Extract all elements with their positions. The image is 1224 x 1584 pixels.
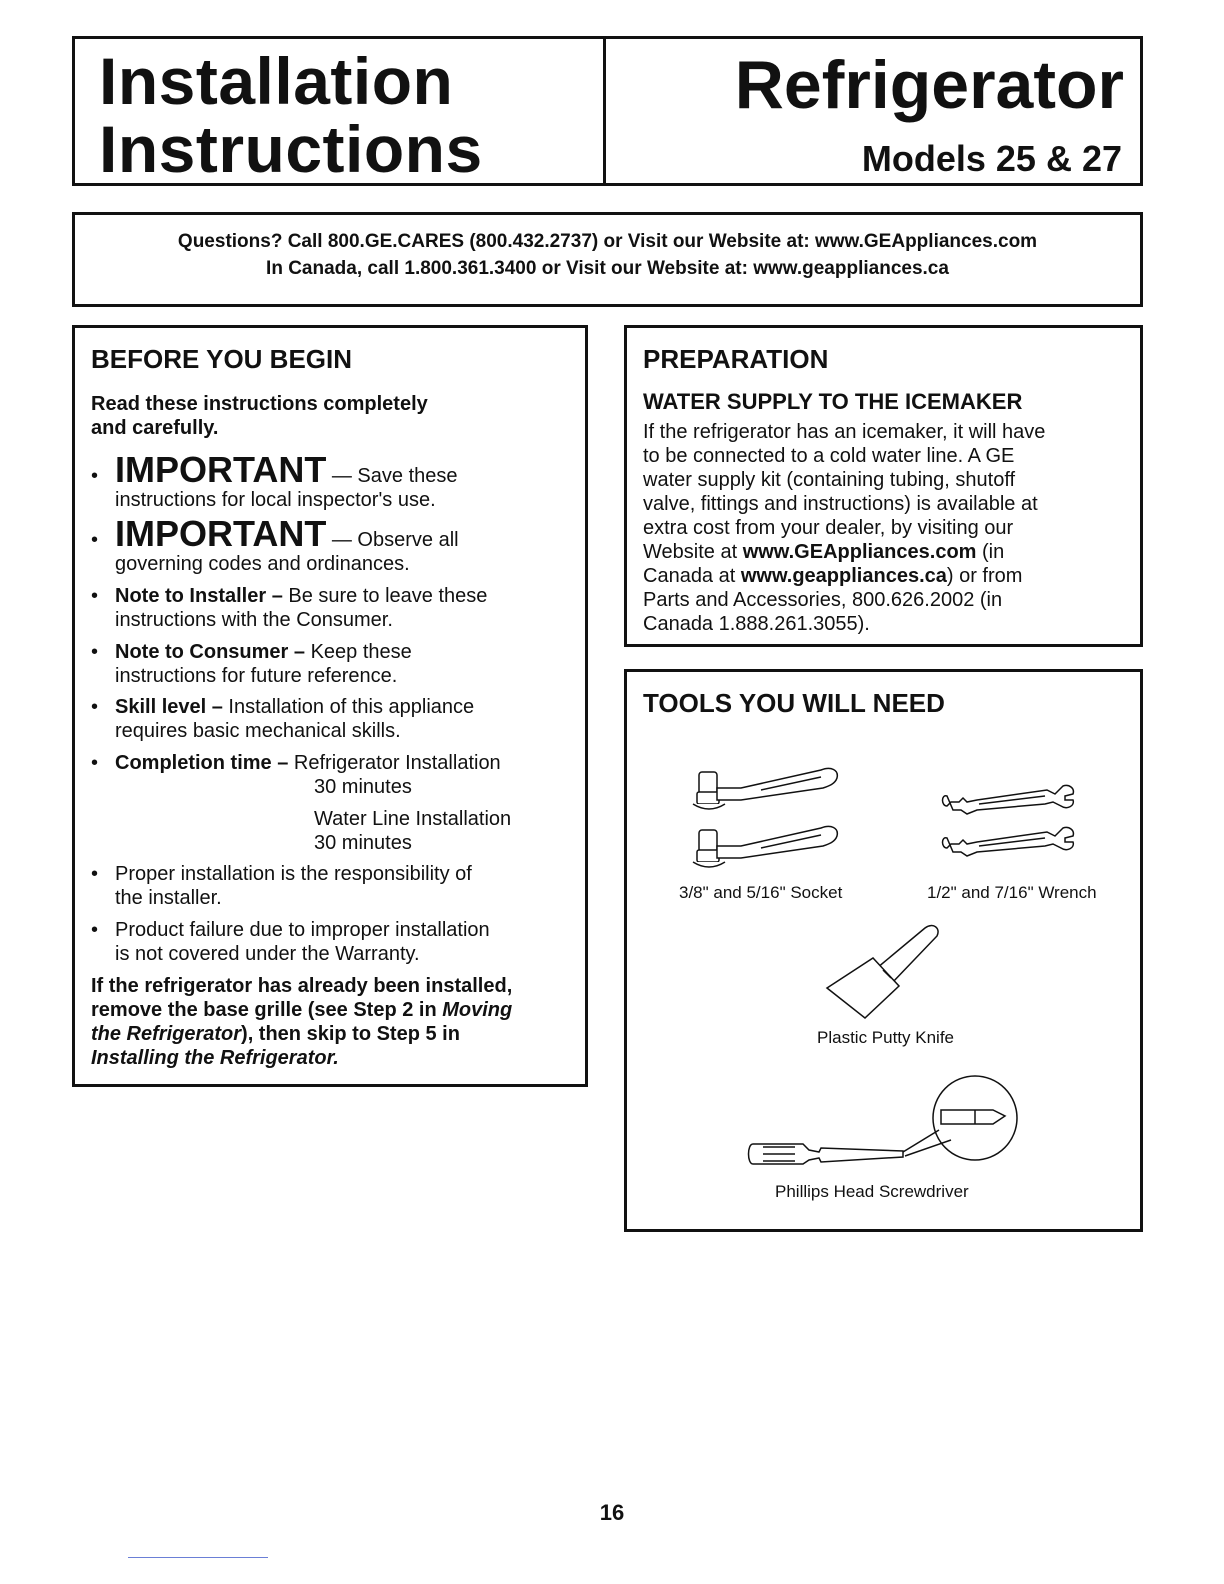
consumer-label: Note to Consumer – — [115, 641, 306, 663]
installer-line-2: instructions with the Consumer. — [115, 609, 393, 631]
wrench-caption: 1/2" and 7/16" Wrench — [927, 883, 1097, 902]
ge-website-link[interactable]: www.GEAppliances.com — [742, 541, 977, 563]
before-you-begin-section — [72, 325, 588, 1087]
questions-line-1: Questions? Call 800.GE.CARES (800.432.2737) or Visit our Website at: www.GEAppliances.com — [177, 231, 1038, 252]
putty-knife-icon — [817, 918, 947, 1022]
prep-line-5: extra cost from your dealer, by visiting our — [643, 517, 1014, 539]
closing-line-3b: ), then skip to Step 5 in — [241, 1023, 460, 1045]
wrench-icon — [937, 772, 1097, 872]
note-installer — [115, 584, 487, 608]
before-heading: BEFORE YOU BEGIN — [91, 344, 353, 374]
note-consumer — [115, 640, 412, 664]
bullet-dot: • — [91, 585, 99, 607]
tools-section — [624, 669, 1143, 1232]
closing-line-2a: remove the base grille (see Step 2 in — [91, 999, 443, 1021]
bullet-dot: • — [91, 529, 99, 551]
prep-line-7c: ) or from — [946, 565, 1023, 587]
closing-line-2 — [91, 998, 512, 1022]
installer-label: Note to Installer – — [115, 585, 283, 607]
closing-line-1: If the refrigerator has already been installed, — [91, 975, 513, 997]
skill-level — [115, 695, 474, 719]
completion-label: Completion time – — [115, 752, 289, 774]
prep-line-7 — [643, 564, 1022, 588]
prep-line-1: If the refrigerator has an icemaker, it will have — [643, 421, 1046, 443]
bullet-dot: • — [91, 465, 99, 487]
important-2-text: — Observe all — [331, 529, 459, 551]
bullet-dot: • — [91, 919, 99, 941]
important-word: IMPORTANT — [115, 513, 327, 554]
bullet-dot: • — [91, 863, 99, 885]
proper-line-2: the installer. — [115, 887, 222, 909]
prep-line-6 — [643, 540, 1004, 564]
failure-line-2: is not covered under the Warranty. — [115, 943, 420, 965]
screwdriver-caption: Phillips Head Screwdriver — [775, 1182, 969, 1201]
completion-time — [115, 751, 501, 775]
skill-line-2: requires basic mechanical skills. — [115, 720, 401, 742]
failure-line-1: Product failure due to improper installation — [115, 919, 490, 941]
screwdriver-icon — [743, 1070, 1033, 1180]
questions-box — [72, 212, 1143, 307]
prep-line-9: Canada 1.888.261.3055). — [643, 613, 870, 635]
important-1-line-2: instructions for local inspector's use. — [115, 489, 436, 511]
important-word: IMPORTANT — [115, 449, 327, 490]
title-line-2: Instructions — [99, 112, 483, 186]
title-line-1: Installation — [99, 44, 454, 118]
ge-canada-website-link[interactable]: www.geappliances.ca — [740, 565, 947, 587]
installer-text: Be sure to leave these — [282, 585, 488, 607]
completion-duration: 30 minutes — [314, 776, 412, 798]
bullet-dot: • — [91, 696, 99, 718]
prep-line-2: to be connected to a cold water line. A GE — [643, 445, 1015, 467]
socket-caption: 3/8" and 5/16" Socket — [679, 883, 843, 902]
footer-rule — [128, 1557, 268, 1558]
prep-line-7a: Canada at — [643, 565, 741, 587]
prep-line-6a: Website at — [643, 541, 743, 563]
intro-line-2: and carefully. — [91, 417, 219, 439]
prep-line-8: Parts and Accessories, 800.626.2002 (in — [643, 589, 1003, 611]
header-product-box — [603, 36, 1143, 186]
preparation-section — [624, 325, 1143, 647]
header-title — [99, 44, 483, 186]
important-1-text: — Save these — [331, 465, 458, 487]
closing-link-moving: Moving — [442, 999, 513, 1021]
bullet-dot: • — [91, 641, 99, 663]
proper-line-1: Proper installation is the responsibility of — [115, 863, 472, 885]
consumer-line-2: instructions for future reference. — [115, 665, 398, 687]
important-1 — [115, 450, 458, 490]
bullet-dot: • — [91, 752, 99, 774]
prep-line-3: water supply kit (containing tubing, shutoff — [643, 469, 1016, 491]
page-number: 16 — [599, 1500, 625, 1525]
tools-heading: TOOLS YOU WILL NEED — [643, 688, 945, 718]
header-title-box — [72, 36, 606, 186]
water-line-duration: 30 minutes — [314, 832, 412, 854]
water-supply-heading: WATER SUPPLY TO THE ICEMAKER — [643, 389, 1023, 414]
skill-text: Installation of this appliance — [222, 696, 475, 718]
skill-label: Skill level – — [115, 696, 223, 718]
closing-line-3 — [91, 1022, 460, 1046]
product-name: Refrigerator — [734, 47, 1124, 123]
completion-text: Refrigerator Installation — [288, 752, 501, 774]
questions-line-2: In Canada, call 1.800.361.3400 or Visit our Website at: www.geappliances.ca — [266, 258, 949, 279]
consumer-text: Keep these — [305, 641, 412, 663]
prep-line-6c: (in — [976, 541, 1005, 563]
important-2-line-2: governing codes and ordinances. — [115, 553, 410, 575]
preparation-heading: PREPARATION — [643, 344, 829, 374]
socket-wrench-icon — [691, 752, 851, 882]
putty-knife-caption: Plastic Putty Knife — [817, 1028, 955, 1047]
intro-line-1: Read these instructions completely — [91, 393, 428, 415]
closing-link-refrigerator: the Refrigerator — [91, 1023, 242, 1045]
models-label: Models 25 & 27 — [861, 138, 1122, 179]
important-2 — [115, 514, 459, 554]
water-line-label: Water Line Installation — [314, 808, 512, 830]
prep-line-4: valve, fittings and instructions) is available at — [643, 493, 1038, 515]
closing-line-4: Installing the Refrigerator. — [91, 1047, 339, 1069]
